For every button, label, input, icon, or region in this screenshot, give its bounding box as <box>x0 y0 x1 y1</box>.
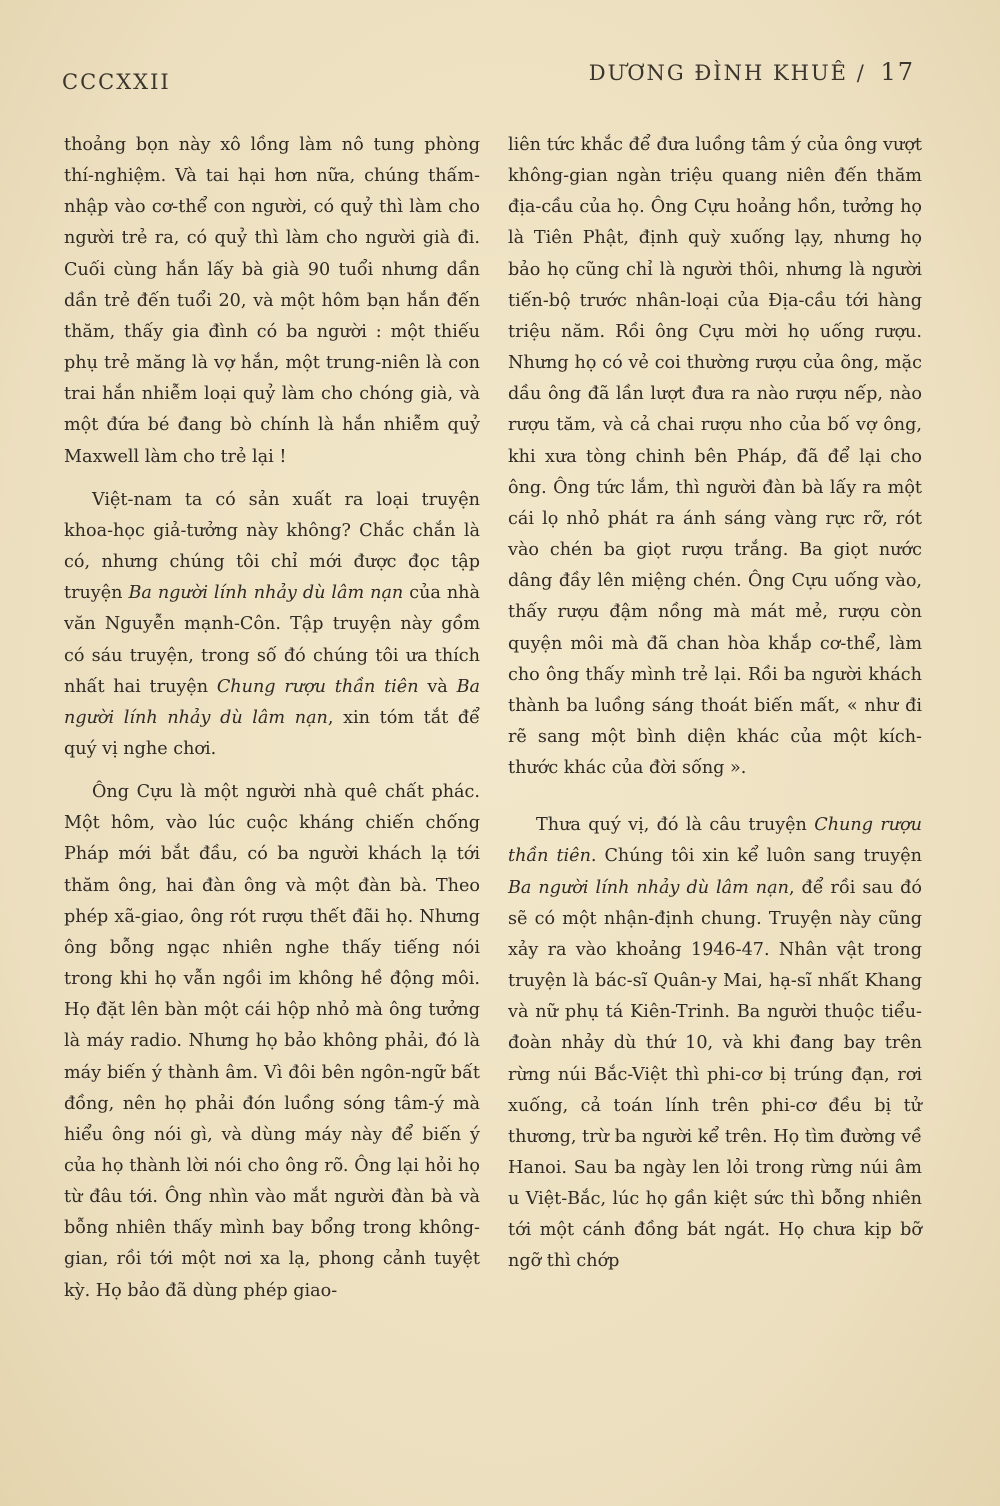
paragraph <box>64 485 480 765</box>
story-title: Chung rượu thần tiên <box>216 676 419 697</box>
text-run: của nhà văn Nguyễn mạnh-Côn. Tập truyện này gồm có sáu truyện, trong số đó chúng tôi ưa thích nhất hai truyện <box>64 583 481 697</box>
text-run: , xin tóm tắt để quý vị nghe chơi. <box>64 707 480 759</box>
page-number: 17 <box>880 58 915 86</box>
paragraph: thoảng bọn này xô lồng làm nô tung phòng thí-nghiệm. Và tai hại hơn nữa, chúng thấm-nhập vào cơ-thể con người, có quỷ thì làm cho người trẻ ra, có quỷ thì làm cho người già đi. Cuối cùng hắn lấy bà già 90 tuổi nhưng dần dần trẻ đến tuổi 20, và một hôm bạn hắn đến thăm, thấy gia đình có ba người : một thiếu phụ trẻ măng là vợ hắn, một trung-niên là con trai hắn nhiễm loại quỷ làm cho chóng già, và một đứa bé đang bò chính là hắn nhiễm quỷ Maxwell làm cho trẻ lại ! <box>64 135 480 467</box>
text-run: , để rồi sau đó sẽ có một nhận-định chung. Truyện này cũng xảy ra vào khoảng 1946-47. Nhân vật trong truyện là bác-sĩ Quân-y Mai, hạ-sĩ nhất Khang và nữ phụ tá Kiên-Trinh. Ba người thuộc tiểu-đoàn nhảy dù thứ 10, và khi đang bay trên rừng núi Bắc-Việt thì phi-cơ bị trúng đạn, rơi xuống, cả toán lính trên phi-cơ đều bị tử thương, trừ ba người kể trên. Họ tìm đường về Hanoi. Sau ba ngày len lỏi trong rừng núi âm u Việt-Bắc, lúc họ gần kiệt sức thì bỗng nhiên tới một cánh đồng bát ngát. Họ chưa kịp bỡ ngỡ thì chớp <box>508 877 922 1272</box>
text-run: . Chúng tôi xin kể luôn sang truyện <box>590 846 922 867</box>
book-title: Ba người lính nhảy dù lâm nạn <box>128 583 404 604</box>
page-section-number: CCCXXII <box>62 70 171 94</box>
header-separator: / <box>856 61 866 85</box>
paragraph <box>508 810 922 1277</box>
story-title: Ba người lính nhảy dù lâm nạn <box>508 877 789 898</box>
running-header <box>589 58 915 86</box>
story-title: Ba người lính nhảy dù lâm nạn <box>64 676 480 728</box>
paragraph: liên tức khắc để đưa luồng tâm ý của ông vượt không-gian ngàn triệu quang niên đến thăm địa-cầu của họ. Ông Cựu hoảng hồn, tưởng họ là Tiên Phật, định quỳ xuống lạy, nhưng họ bảo họ cũng chỉ là người thôi, nhưng là người tiến-bộ trước nhân-loại của Địa-cầu tới hàng triệu năm. Rồi ông Cựu mời họ uống rượu. Nhưng họ có vẻ coi thường rượu của ông, mặc dầu ông đã lần lượt đưa ra nào rượu nếp, nào rượu tăm, và cả chai rượu nho của bố vợ ông, khi xưa tòng chinh bên Pháp, đã để lại cho ông. Ông tức lắm, thì người đàn bà lấy ra một cái lọ nhỏ phát ra ánh sáng vàng rực rỡ, rót vào chén ba giọt rượu trắng. Ba giọt nước dâng đầy lên miệng chén. Ông Cựu uống vào, thấy rượu đậm nồng mà mát mẻ, rượu còn quyện môi mà đã chan hòa khắp cơ-thể, làm cho ông thấy mình trẻ lại. Rồi ba người khách thành ba luồng sáng thoát biến mất, « như đi rẽ sang một bình diện khác của một kích-thước khác của đời sống ». <box>508 135 922 779</box>
text-run: và <box>418 676 457 697</box>
text-run: Việt-nam ta có sản xuất ra loại truyện khoa-học giả-tưởng này không? Chắc chắn là có, nhưng chúng tôi chỉ mới được đọc tập truyện <box>64 489 480 604</box>
text-run: Thưa quý vị, đó là câu truyện <box>536 815 815 836</box>
right-column <box>508 130 922 1278</box>
author-name: DƯƠNG ĐÌNH KHUÊ <box>588 61 848 85</box>
paragraph: Ông Cựu là một người nhà quê chất phác. Một hôm, vào lúc cuộc kháng chiến chống Pháp mới bắt đầu, có ba người khách lạ tới thăm ông, hai đàn ông và một đàn bà. Theo phép xã-giao, ông rót rượu thết đãi họ. Nhưng ông bỗng ngạc nhiên nghe thấy tiếng nói trong khi họ vẫn ngồi im không hề động môi. Họ đặt lên bàn một cái hộp nhỏ mà ông tưởng là máy radio. Nhưng họ bảo không phải, đó là máy biến ý thành âm. Vì đôi bên ngôn-ngữ bất đồng, nên họ phải đón luồng sóng tâm-ý mà hiểu ông nói gì, và dùng máy này để biến ý của họ thành lời nói cho ông rõ. Ông lại hỏi họ từ đâu tới. Ông nhìn vào mắt người đàn bà và bỗng nhiên thấy mình bay bổng trong không-gian, rồi tới một nơi xa lạ, phong cảnh tuyệt kỳ. Họ bảo đã dùng phép giao- <box>64 782 480 1301</box>
story-title: Chung rượu thần tiên <box>508 815 922 867</box>
left-column <box>64 130 480 1307</box>
